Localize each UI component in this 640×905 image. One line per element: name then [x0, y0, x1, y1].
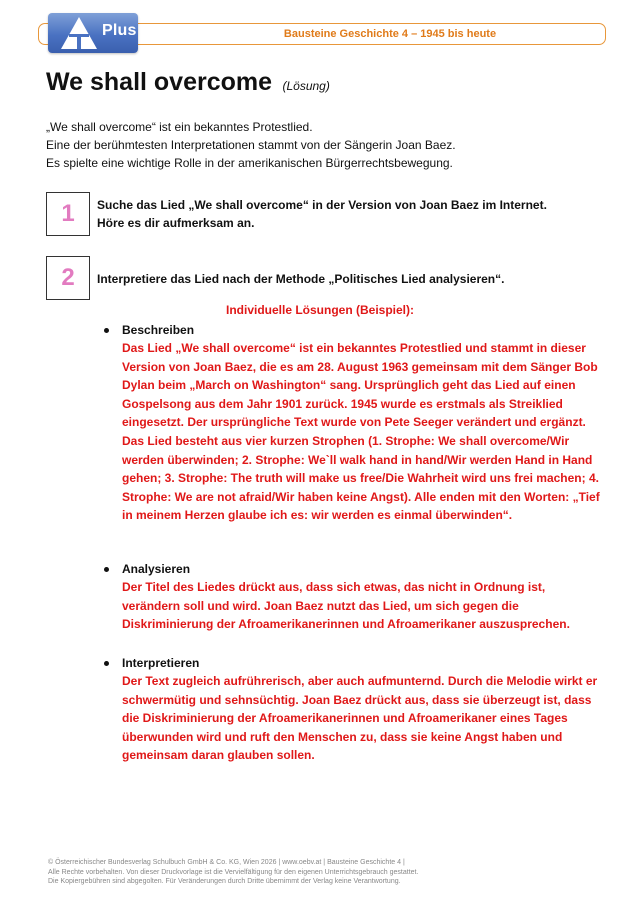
footer-line: Alle Rechte vorbehalten. Von dieser Druckvorlage ist die Vervielfältigung für den eigenen Unterrichtsgebrauch gestattet.	[48, 868, 419, 876]
bullet-icon	[104, 567, 109, 572]
task-number-box-1: 1	[46, 192, 90, 236]
task-2-text	[97, 270, 597, 288]
series-title: Bausteine Geschichte 4 – 1945 bis heute	[283, 28, 497, 40]
section-body: Der Titel des Liedes drückt aus, dass sich etwas, das nicht in Ordnung ist, verändern soll und wird. Joan Baez nutzt das Lied, um sich gegen die Diskriminierung der Afroamerikanerinnen und Afroamerikaner auszusprechen.	[122, 580, 570, 632]
section-body: Das Lied „We shall overcome“ ist ein bekanntes Protestlied und stammt in dieser Version von Joan Baez, die es am 28. August 1963 gemeinsam mit dem Sänger Bob Dylan beim „March on Washington“ sang. Ursprünglich geht das Lied auf einen Gospelsong aus dem Jahr 1901 zurück. 1945 wurde es erstmals als Streiklied eingesetzt. Der ursprüngliche Text wurde von Pete Seeger verändert und ergänzt. Das Lied besteht aus vier kurzen Strophen (1. Strophe: We shall overcome/Wir werden überwinden; 2. Strophe: We`ll walk hand in hand/Wir werden Hand in Hand gehen; 3. Strophe: The truth will make us free/Die Wahrheit wird uns frei machen; 4. Strophe: We are not afraid/Wir haben keine Angst). Alle enden mit den Worten: „Tief in meinem Herzen glaube ich es: wir werden es einmal überwinden“.	[122, 341, 600, 523]
section-title	[104, 321, 604, 339]
bullet-icon	[104, 661, 109, 666]
copyright-footer	[48, 858, 608, 887]
footer-line: © Österreichischer Bundesverlag Schulbuch GmbH & Co. KG, Wien 2026 | www.oebv.at | Bausteine Geschichte 4 |	[48, 859, 405, 866]
page-subtitle: (Lösung)	[282, 79, 330, 93]
section-title-text: Beschreiben	[122, 323, 195, 337]
intro-text	[46, 118, 606, 172]
section-body: Der Text zugleich aufrührerisch, aber auch aufmunternd. Durch die Melodie wirkt er schwermütig und sehnsüchtig. Joan Baez drückt aus, dass sie überzeugt ist, dass die Diskriminierung der Afroamerikanerinnen und Afroamerikaner eines Tages überwunden wird und ruft den Menschen zu, dass sie keine Angst haben und gemeinsam daran glauben sollen.	[122, 674, 598, 763]
page-title: We shall overcome	[46, 68, 273, 96]
solution-section-describe	[104, 321, 604, 525]
intro-line: „We shall overcome“ ist ein bekanntes Protestlied.	[46, 120, 313, 134]
task-number-box-2: 2	[46, 256, 90, 300]
publisher-logo	[48, 13, 138, 53]
task-1-line: Suche das Lied „We shall overcome“ in der Version von Joan Baez im Internet.	[97, 198, 547, 212]
intro-line: Es spielte eine wichtige Rolle in der amerikanischen Bürgerrechtsbewegung.	[46, 156, 453, 170]
logo-text: Plus	[102, 22, 137, 39]
task-1-line: Höre es dir aufmerksam an.	[97, 216, 255, 230]
section-title-text: Analysieren	[122, 562, 191, 576]
footer-line: Die Kopiergebühren sind abgegolten. Für Veränderungen durch Dritte übernimmt der Verlag keine Verantwortung.	[48, 878, 401, 885]
page-title-row	[46, 68, 330, 97]
intro-line: Eine der berühmtesten Interpretationen stammt von der Sängerin Joan Baez.	[46, 138, 456, 152]
task-2-line: Interpretiere das Lied nach der Methode „Politisches Lied analysieren“.	[97, 272, 505, 286]
section-title-text: Interpretieren	[122, 656, 200, 670]
bullet-icon	[104, 328, 109, 333]
triangle-logo-icon	[60, 16, 98, 50]
solution-section-interpret	[104, 654, 604, 765]
section-title	[104, 654, 604, 672]
task-1-text	[97, 196, 597, 232]
solution-section-analyze	[104, 560, 604, 634]
solutions-heading: Individuelle Lösungen (Beispiel):	[225, 303, 414, 317]
section-title	[104, 560, 604, 578]
